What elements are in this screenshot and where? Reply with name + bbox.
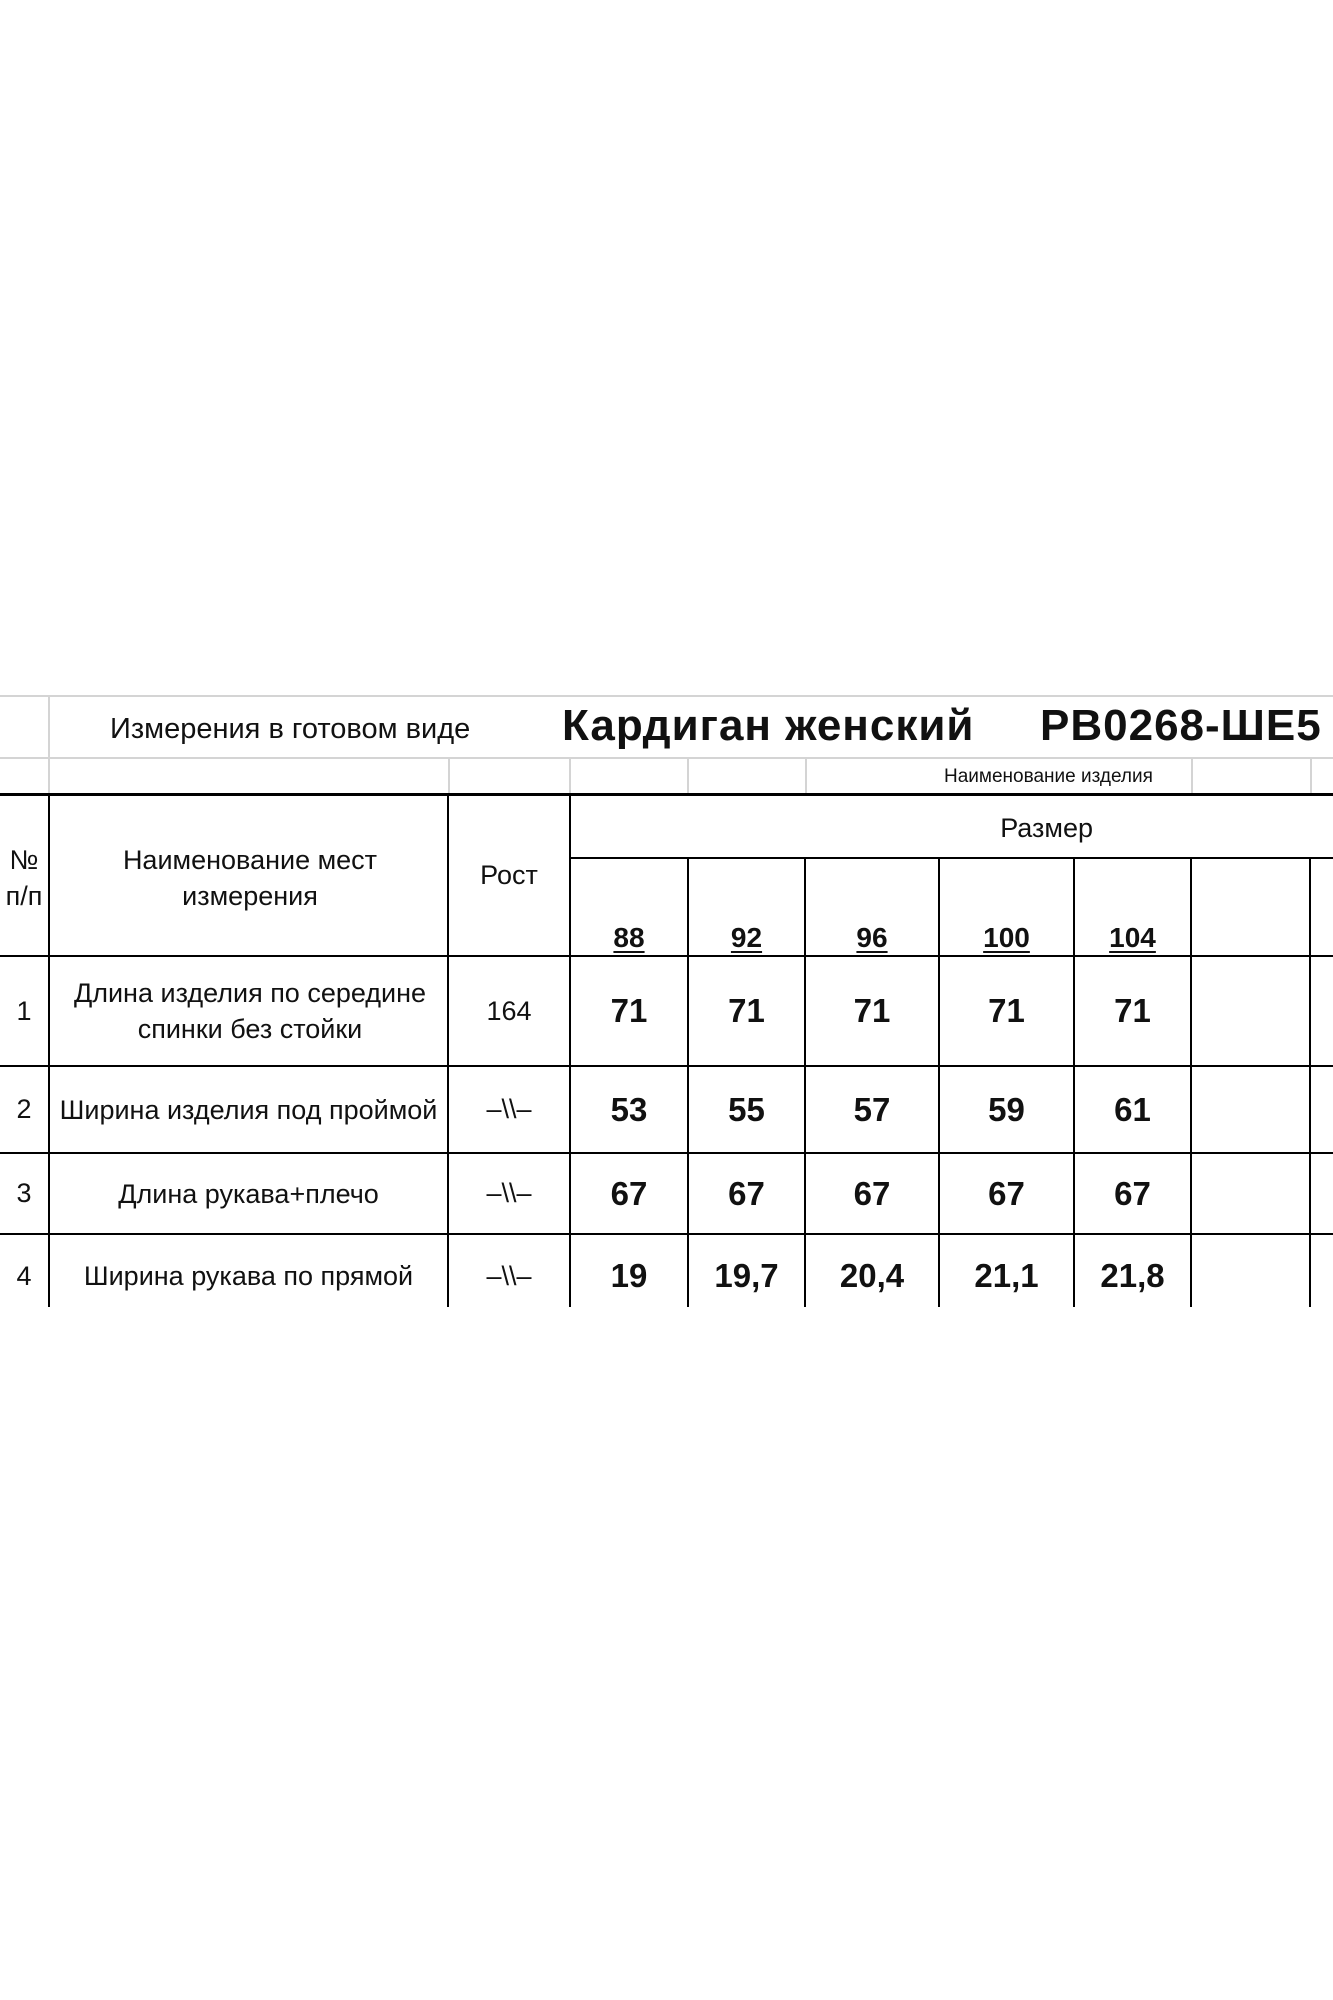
row-height: –\\–: [486, 1260, 532, 1291]
row-value: 19,7: [714, 1257, 779, 1294]
gridline: [687, 757, 689, 795]
row-value: 67: [988, 1174, 1025, 1212]
row-value: 71: [610, 992, 648, 1029]
row-number: 2: [16, 1094, 32, 1124]
table-border: [1190, 858, 1192, 1307]
row-value: 21,8: [1100, 1257, 1165, 1294]
row-value: 21,1: [974, 1257, 1039, 1294]
row-number: 4: [16, 1260, 32, 1291]
product-name: Кардиган женский: [562, 701, 975, 750]
row-height: –\\–: [486, 1178, 532, 1208]
row-name: Ширина рукава по прямой: [83, 1261, 414, 1291]
row-value: 71: [988, 992, 1025, 1029]
row-value: 67: [728, 1174, 765, 1212]
row-value: 71: [728, 992, 765, 1029]
col-header-number: № п/п: [5, 845, 43, 911]
gridline: [1310, 757, 1312, 795]
table-border: [570, 857, 1333, 859]
header-caption: Измерения в готовом виде: [110, 713, 471, 745]
size-header: 104: [1109, 922, 1156, 953]
row-height: –\\–: [486, 1094, 532, 1124]
row-value: 71: [1114, 992, 1151, 1029]
gridline: [0, 757, 1333, 759]
row-value: 61: [1114, 1090, 1151, 1128]
row-value: 53: [610, 1090, 648, 1128]
product-article: РВ0268-ШЕ5: [1040, 701, 1322, 750]
gridline: [448, 757, 450, 795]
row-value: 20,4: [839, 1257, 905, 1294]
size-header: 88: [613, 922, 645, 953]
row-value: 57: [853, 1090, 891, 1128]
row-name: Длина рукава+плечо: [118, 1178, 379, 1209]
row-number: 1: [16, 995, 32, 1026]
table-border: [1309, 858, 1311, 1307]
row-number: 3: [16, 1178, 32, 1208]
table-border: [0, 793, 1333, 796]
size-header: 96: [856, 922, 888, 953]
row-name: Длина изделия по середине спинки без стойки: [73, 978, 427, 1044]
size-header: 92: [730, 922, 763, 953]
row-value: 19: [610, 1257, 648, 1294]
gridline: [48, 695, 50, 795]
crop-mask: [0, 1307, 1333, 2000]
row-value: 59: [988, 1090, 1025, 1128]
gridline: [569, 757, 571, 795]
product-caption: Наименование изделия: [944, 766, 1153, 787]
row-value: 71: [853, 992, 891, 1029]
row-value: 67: [1114, 1174, 1151, 1212]
row-value: 55: [728, 1090, 765, 1128]
gridline: [805, 757, 807, 795]
gridline: [1191, 757, 1193, 795]
col-header-height: Рост: [480, 860, 538, 890]
col-header-size: Размер: [1000, 813, 1093, 843]
row-height: 164: [486, 995, 532, 1026]
size-header: 100: [983, 922, 1030, 953]
row-name: Ширина изделия под проймой: [59, 1094, 438, 1125]
row-value: 67: [853, 1174, 891, 1212]
gridline: [0, 695, 1333, 697]
row-value: 67: [610, 1174, 648, 1212]
col-header-name: Наименование мест измерения: [122, 845, 378, 911]
